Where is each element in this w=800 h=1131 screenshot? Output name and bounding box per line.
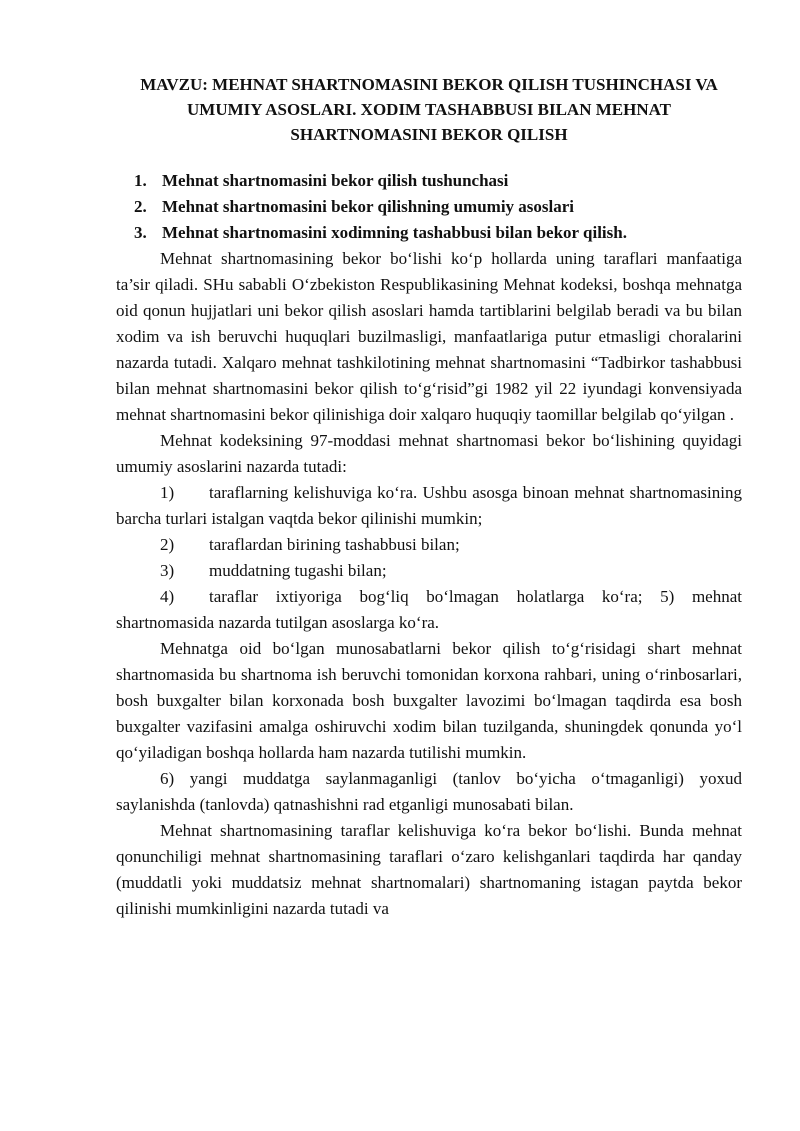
list-item-text: taraflar ixtiyoriga bog‘liq bo‘lmagan holatlarga ko‘ra; 5) mehnat shartnomasida nazarda tutilgan asoslarga ko‘ra. (116, 587, 742, 632)
outline-number: 1. (134, 171, 147, 190)
list-item (116, 480, 742, 532)
paragraph-mutual-agreement: Mehnat shartnomasining taraflar kelishuviga ko‘ra bekor bo‘lishi. Bunda mehnat qonunchiligi mehnat shartnomasining taraflari o‘zaro kelishganlari taqdirda har qanday (muddatli yoki muddatsiz mehnat shartnomalari) shartnomaning istagan paytda bekor qilinishi mumkinligini nazarda tutadi va (116, 821, 742, 918)
list-item-text: taraflardan birining tashabbusi bilan; (209, 535, 460, 554)
outline-item (116, 194, 742, 220)
list-item-number: 3) (160, 561, 175, 580)
document-title: MAVZU: MEHNAT SHARTNOMASINI BEKOR QILISH TUSHINCHASI VA UMUMIY ASOSLARI. XODIM TASHABBUSI BILAN MEHNAT SHARTNOMASINI BEKOR QILISH (140, 75, 718, 144)
list-item-text: muddatning tugashi bilan; (209, 561, 387, 580)
outline-text: Mehnat shartnomasini xodimning tashabbusi bilan bekor qilish. (162, 223, 627, 242)
list-item-number: 4) (160, 587, 175, 606)
list-item-text: taraflarning kelishuviga ko‘ra. Ushbu asosga binoan mehnat shartnomasining barcha turlari istalgan vaqtda bekor qilinishi mumkin; (116, 483, 742, 528)
paragraph-item-6: 6) yangi muddatga saylanmaganligi (tanlov bo‘yicha o‘tmaganligi) yoxud saylanishda (tanlovda) qatnashishni rad etganligi munosabati bilan. (116, 769, 742, 814)
document-page (116, 72, 742, 922)
outline-item (116, 220, 742, 246)
outline-text: Mehnat shartnomasini bekor qilishning umumiy asoslari (162, 197, 575, 216)
paragraph-termination-condition: Mehnatga oid bo‘lgan munosabatlarni bekor qilish to‘g‘risidagi shart mehnat shartnomasida bu shartnoma ish beruvchi tomonidan korxona rahbari, uning o‘rinbosarlari, bosh buxgalter bilan korxonada bosh buxgalter lavozimi bo‘lmagan taqdirda esa bosh buxgalter vazifasini amalga oshiruvchi xodim bilan tuzilganda, shuningdek qonunda yo‘l qo‘yiladigan boshqa hollarda ham nazarda tutilishi mumkin. (116, 639, 742, 762)
list-item-number: 1) (160, 483, 175, 502)
paragraph-intro: Mehnat shartnomasining bekor bo‘lishi ko‘p hollarda uning taraflari manfaatiga ta’sir qiladi. SHu sababli O‘zbekiston Respublikasining Mehnat kodeksi, boshqa mehnatga oid qonun hujjatlari uni bekor qilish asoslari hamda tartiblarini belgilab beradi va bu bilan xodim va ish beruvchi huquqlari buzilmasligi, manfaatlariga putur etmasligi choralarini nazarda tutadi. Xalqaro mehnat tashkilotining mehnat shartnomasini “Tadbirkor tashabbusi bilan mehnat shartnomasini bekor qilish to‘g‘risid”gi 1982 yil 22 iyundagi konvensiyada mehnat shartnomasini bekor qilinishiga doir xalqaro huquqiy taomillar belgilab qo‘yilgan . (116, 249, 742, 424)
outline-text: Mehnat shartnomasini bekor qilish tushunchasi (162, 171, 509, 190)
outline-number: 3. (134, 223, 147, 242)
topic-outline (116, 168, 742, 246)
outline-number: 2. (134, 197, 147, 216)
list-item (116, 532, 742, 558)
outline-item (116, 168, 742, 194)
list-item-number: 2) (160, 535, 175, 554)
paragraph-article-97: Mehnat kodeksining 97-moddasi mehnat shartnomasi bekor bo‘lishining quyidagi umumiy asoslarini nazarda tutadi: (116, 431, 742, 476)
list-item (116, 558, 742, 584)
list-item (116, 584, 742, 636)
